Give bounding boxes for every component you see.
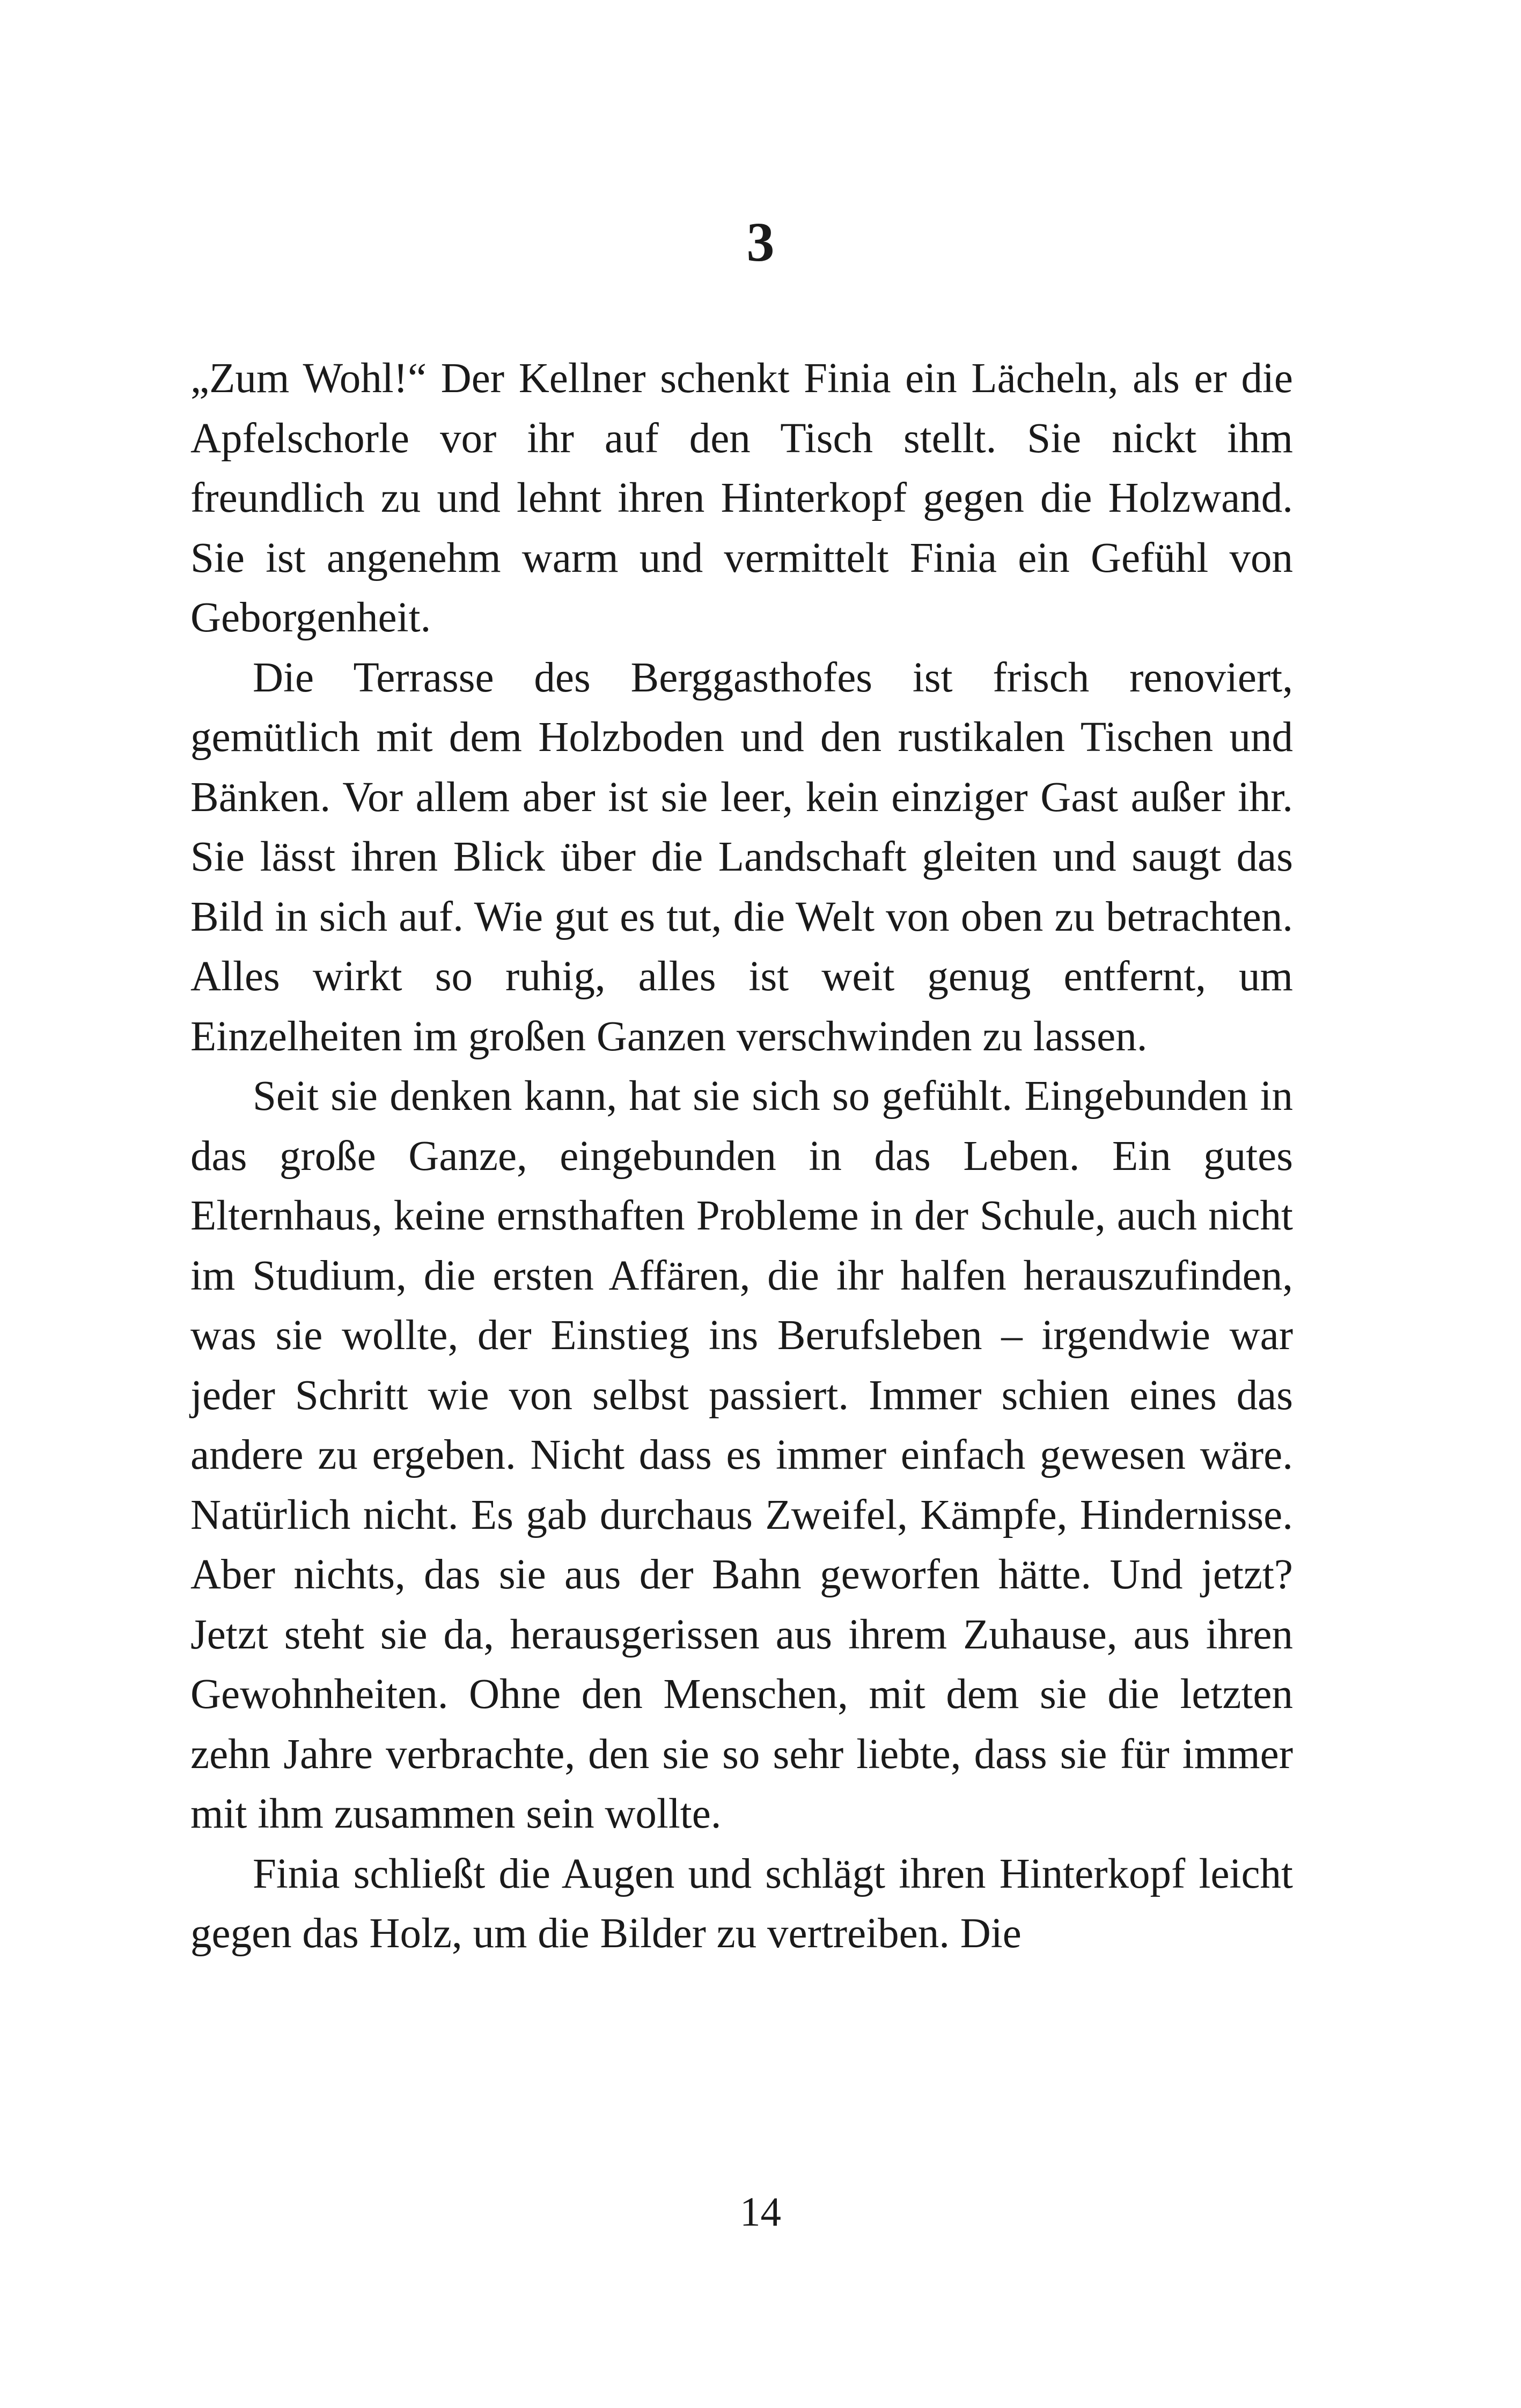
paragraph-1: „Zum Wohl!“ Der Kellner schenkt Finia ein Lächeln, als er die Apfelschorle vor ihr auf den Tisch stellt. Sie nickt ihm freundlich zu und lehnt ihren Hinterkopf gegen die Holzwand. Sie ist angenehm warm und vermittelt Finia ein Gefühl von Geborgenheit. xyxy=(190,355,1293,641)
paragraph-3: Seit sie denken kann, hat sie sich so gefühlt. Eingebunden in das große Ganze, eingebunden in das Leben. Ein gutes Elternhaus, keine ernsthaften Probleme in der Schule, auch nicht im Studium, die ersten Affären, die ihr halfen herauszufinden, was sie wollte, der Einstieg ins Berufsleben – irgendwie war jeder Schritt wie von selbst passiert. Immer schien eines das andere zu ergeben. Nicht dass es immer einfach gewesen wäre. Natürlich nicht. Es gab durchaus Zweifel, Kämpfe, Hindernisse. Aber nichts, das sie aus der Bahn geworfen hätte. Und jetzt? Jetzt steht sie da, herausgerissen aus ihrem Zuhause, aus ihren Gewohnheiten. Ohne den Menschen, mit dem sie die letzten zehn Jahre verbrachte, den sie so sehr liebte, dass sie für immer mit ihm zusammen sein wollte. xyxy=(190,1073,1293,1837)
page-number: 14 xyxy=(740,2189,781,2235)
paragraph-4: Finia schließt die Augen und schlägt ihren Hinterkopf leicht gegen das Holz, um die Bilder zu vertreiben. Die xyxy=(190,1850,1293,1957)
chapter-number: 3 xyxy=(746,211,775,273)
body-text xyxy=(190,349,1293,1964)
paragraph-2: Die Terrasse des Berggasthofes ist frisch renoviert, gemütlich mit dem Holzboden und den rustikalen Tischen und Bänken. Vor allem aber ist sie leer, kein einziger Gast außer ihr. Sie lässt ihren Blick über die Landschaft gleiten und saugt das Bild in sich auf. Wie gut es tut, die Welt von oben zu betrachten. Alles wirkt so ruhig, alles ist weit genug entfernt, um Einzelheiten im großen Ganzen verschwinden zu lassen. xyxy=(190,654,1293,1060)
